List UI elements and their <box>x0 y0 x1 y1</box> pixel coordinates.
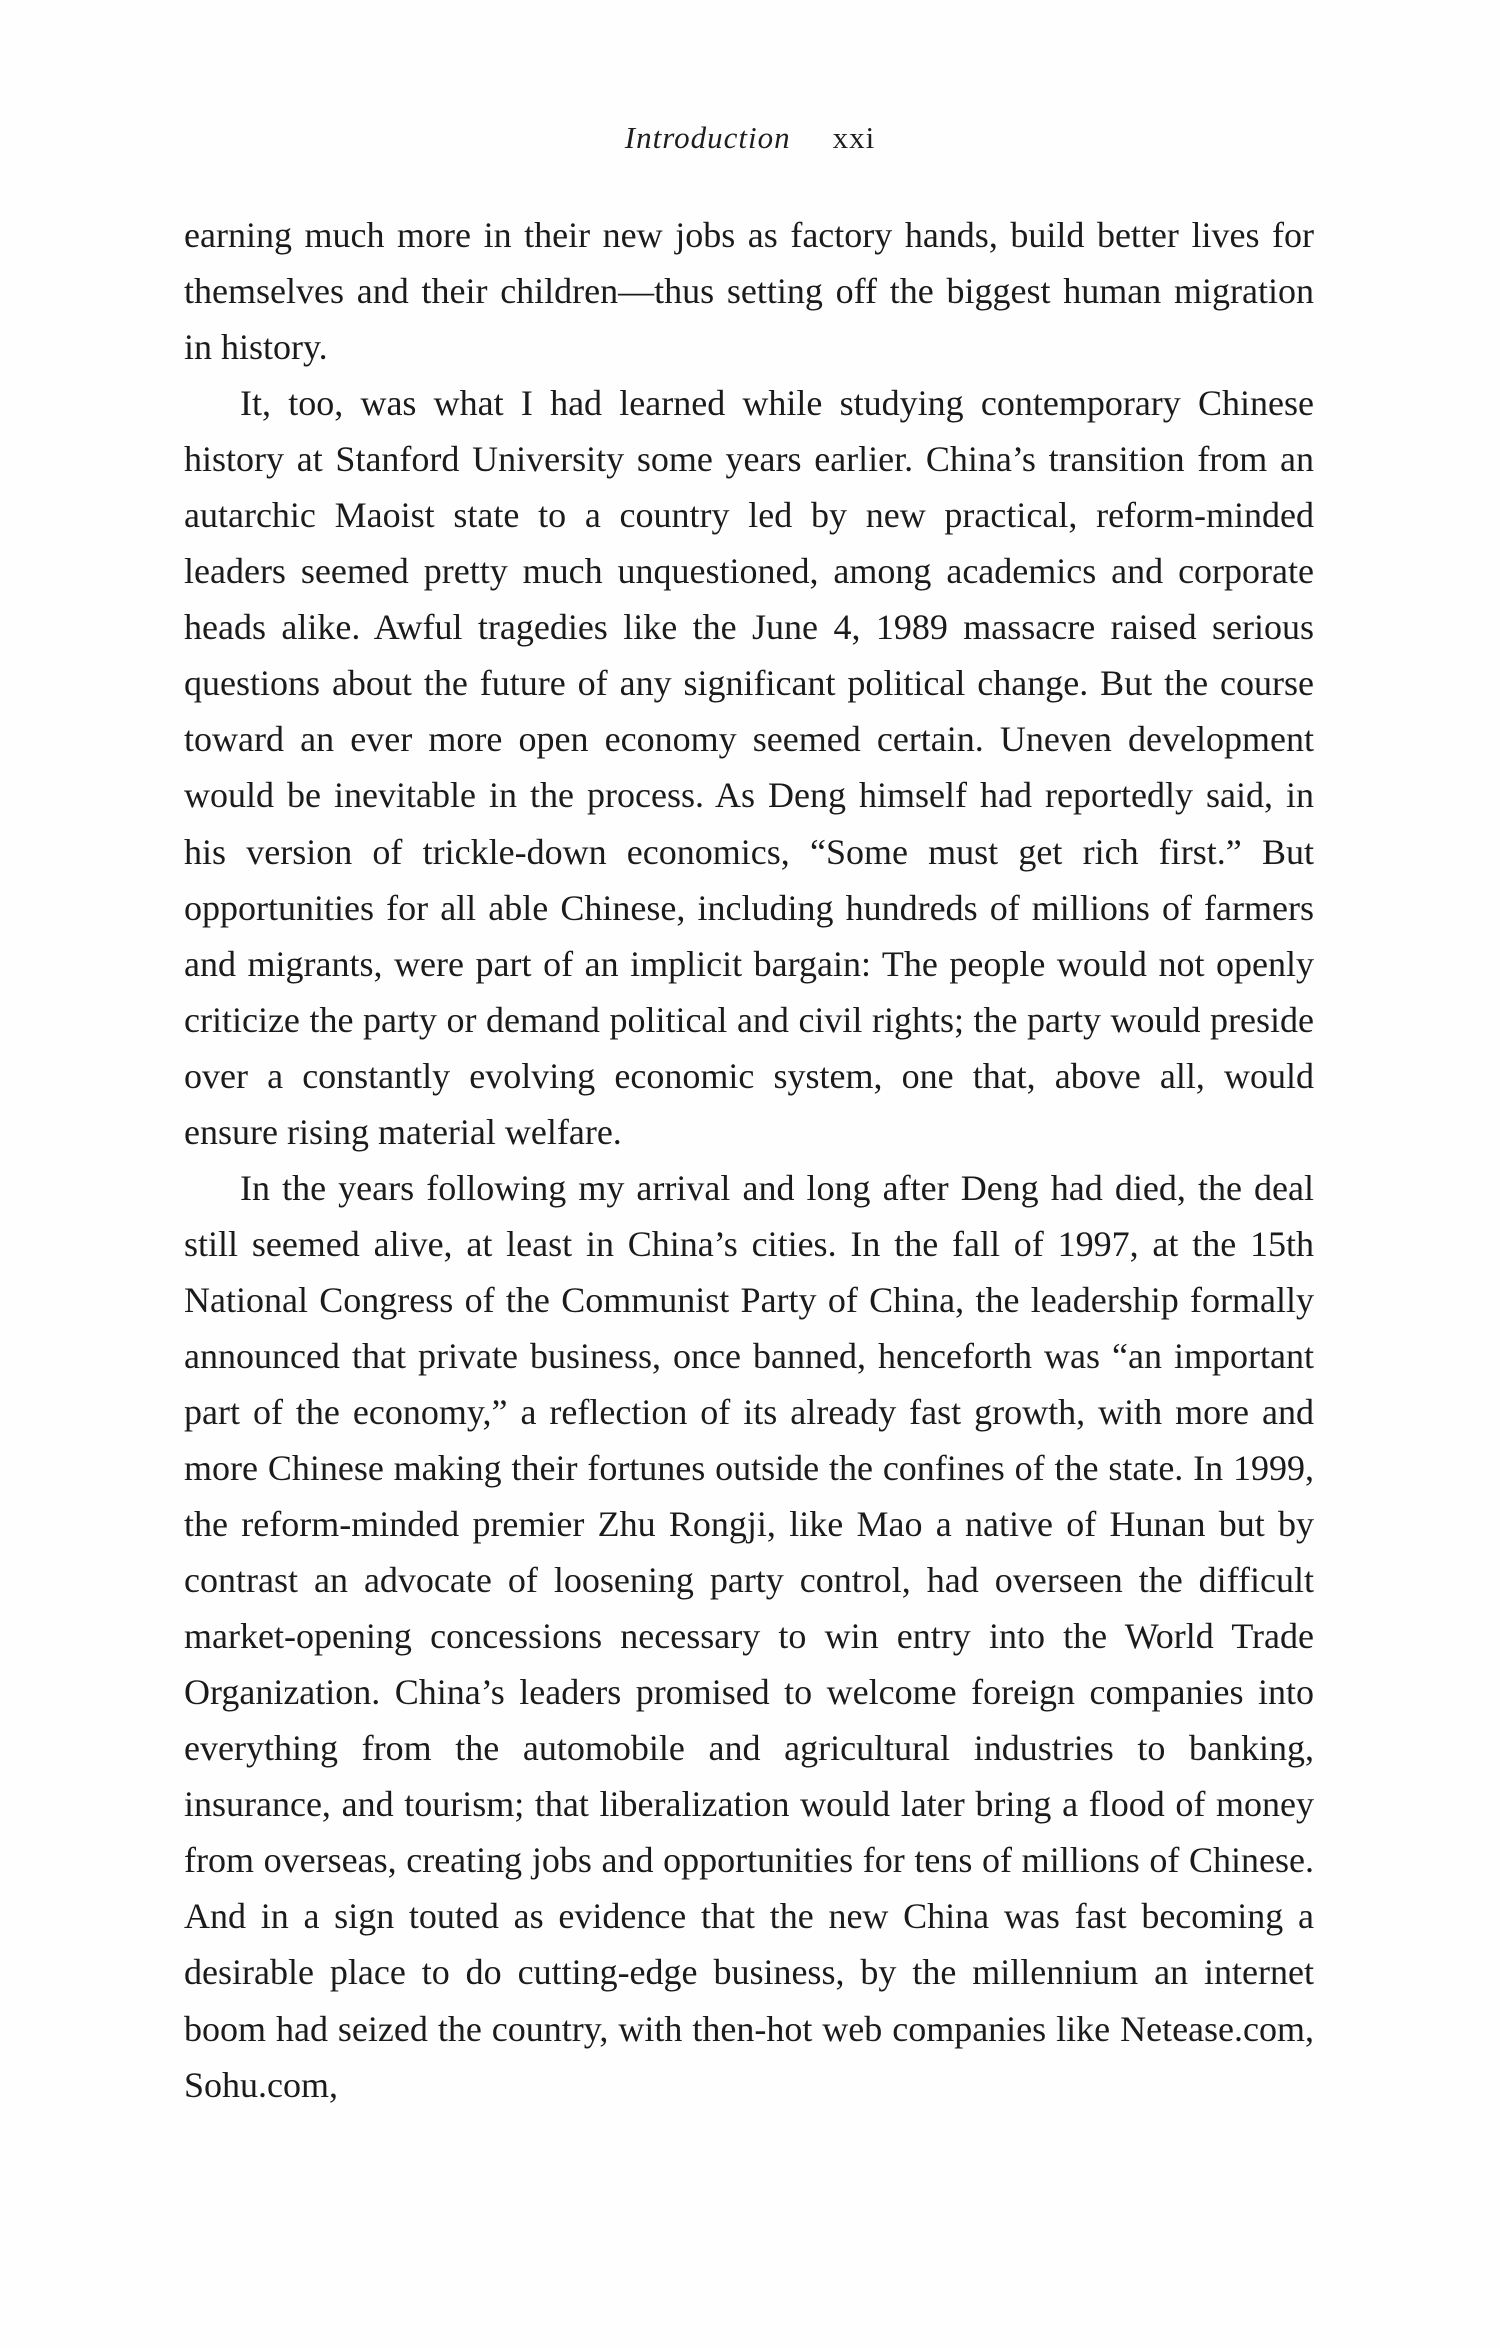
page-number: xxi <box>832 120 876 155</box>
paragraph-continued: earning much more in their new jobs as factory hands, build better lives for themselves and their children—thus setting off the biggest human migration in history. <box>184 215 1314 368</box>
paragraph: It, too, was what I had learned while studying contemporary Chinese history at Stanford University some years earlier. China’s transition from an autarchic Maoist state to a country led by new practical, reform-minded leaders seemed pretty much unquestioned, among academics and corporate heads alike. Awful tragedies like the June 4, 1989 massacre raised serious questions about the future of any significant political change. But the course toward an ever more open economy seemed certain. Uneven development would be inevitable in the process. As Deng himself had reportedly said, in his version of trickle-down economics, “Some must get rich first.” But opportunities for all able Chinese, including hundreds of millions of farmers and migrants, were part of an implicit bargain: The people would not openly criticize the party or demand political and civil rights; the party would preside over a constantly evolving economic system, one that, above all, would ensure rising material welfare. <box>184 383 1314 1152</box>
running-head <box>0 118 1500 158</box>
running-head-title: Introduction <box>624 120 791 155</box>
paragraph: In the years following my arrival and long after Deng had died, the deal still seemed alive, at least in China’s cities. In the fall of 1997, at the 15th National Congress of the Communist Party of China, the leadership formally announced that private business, once banned, henceforth was “an important part of the economy,” a reflection of its already fast growth, with more and more Chinese making their fortunes outside the confines of the state. In 1999, the reform-minded premier Zhu Rongji, like Mao a native of Hunan but by contrast an advocate of loosening party control, had overseen the difficult market-opening concessions necessary to win entry into the World Trade Organization. China’s leaders promised to welcome foreign companies into everything from the automobile and agricultural industries to banking, insurance, and tourism; that liberalization would later bring a flood of money from overseas, creating jobs and opportunities for tens of millions of Chinese. And in a sign touted as evidence that the new China was fast becoming a desirable place to do cutting-edge business, by the millennium an internet boom had seized the country, with then-hot web companies like Netease.com, Sohu.com, <box>184 1167 1314 2105</box>
body-text <box>184 207 1314 2113</box>
